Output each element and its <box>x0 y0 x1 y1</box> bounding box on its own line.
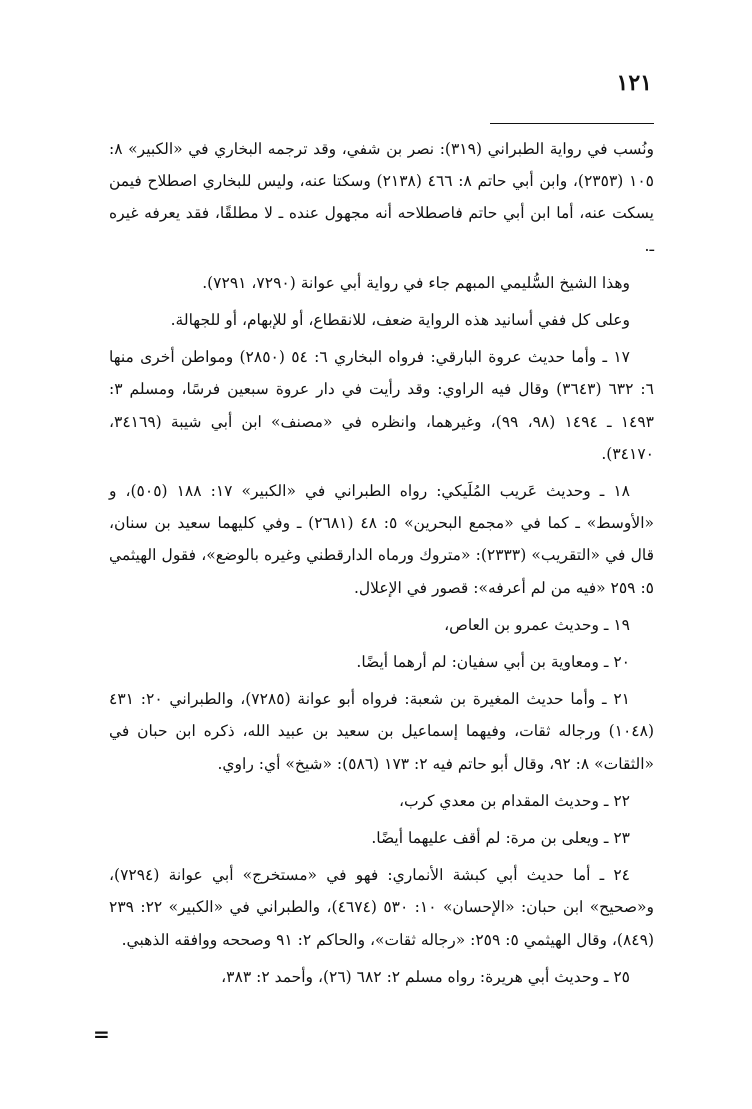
paragraph: ٢٠ ـ ومعاوية بن أبي سفيان: لم أرهما أيضًا. <box>356 653 630 672</box>
paragraph: ٢٥ ـ وحديث أبي هريرة: رواه مسلم ٢: ٦٨٢ (٢٦)، وأحمد ٢: ٣٨٣، <box>221 967 630 986</box>
page-body <box>109 133 654 998</box>
paragraph: ٢١ ـ وأما حديث المغيرة بن شعبة: فرواه أبو عوانة (٧٢٨٥)، والطبراني ٢٠: ٤٣١ (١٠٤٨) ورجاله ثقات، وفيهما إسماعيل بن سعيد بن عبيد الله، ذكره ابن حبان في «الثقات» ٨: ٩٢، وقال أبو حاتم فيه ٢: ١٧٣ (٥٨٦): «شيخ» أي: راوي. <box>109 690 654 773</box>
paragraph: ٢٢ ـ وحديث المقدام بن معدي كرب، <box>398 791 630 810</box>
paragraph: ١٧ ـ وأما حديث عروة البارقي: فرواه البخاري ٦: ٥٤ (٢٨٥٠) ومواطن أخرى منها ٦: ٦٣٢ (٣٦٤٣) وقال فيه الراوي: وقد رأيت في دار عروة سبعين فرسًا، ومسلم ٣: ١٤٩٣ ـ ١٤٩٤ (٩٨، ٩٩)، وغيرهما، وانظره في «مصنف» ابن أبي شيبة (٣٤١٦٩، ٣٤١٧٠). <box>109 348 654 463</box>
paragraph: وهذا الشيخ السُّليمي المبهم جاء في رواية أبي عوانة (٧٢٩٠، ٧٢٩١). <box>202 273 630 292</box>
footnote-divider <box>490 123 654 124</box>
paragraph: ١٨ ـ وحديث عَريب المُلَيكي: رواه الطبراني في «الكبير» ١٧: ١٨٨ (٥٠٥)، و «الأوسط» ـ كما في «مجمع البحرين» ٥: ٤٨ (٢٦٨١) ـ وفي كليهما سعيد بن سنان، قال في «التقريب» (٢٣٣٣): «متروك ورماه الدارقطني وغيره بالوضع»، فقول الهيثمي ٥: ٢٥٩ «فيه من لم أعرفه»: قصور في الإعلال. <box>109 482 655 597</box>
paragraph: وعلى كل ففي أسانيد هذه الرواية ضعف، للانقطاع، أو للإبهام، أو للجهالة. <box>170 311 630 330</box>
paragraph: ونُسب في رواية الطبراني (٣١٩): نصر بن شفي، وقد ترجمه البخاري في «الكبير» ٨: ١٠٥ (٢٣٥٣)، وابن أبي حاتم ٨: ٤٦٦ (٢١٣٨) وسكتا عنه، وليس للبخاري اصطلاح فيمن يسكت عنه، أما ابن أبي حاتم فاصطلاحه أنه مجهول عنده ـ لا مطلقًا، فقد يعرفه غيره ـ. <box>109 140 655 255</box>
paragraph: ٢٣ ـ ويعلى بن مرة: لم أقف عليهما أيضًا. <box>371 829 630 848</box>
paragraph: ١٩ ـ وحديث عمرو بن العاص، <box>444 615 630 634</box>
page-number: ١٢١ <box>616 70 652 96</box>
continuation-mark: = <box>93 1022 110 1046</box>
paragraph: ٢٤ ـ أما حديث أبي كبشة الأنماري: فهو في «مستخرج» أبي عوانة (٧٢٩٤)، و«صحيح» ابن حبان: «الإحسان» ١٠: ٥٣٠ (٤٦٧٤)، والطبراني في «الكبير» ٢٢: ٢٣٩ (٨٤٩)، وقال الهيثمي ٥: ٢٥٩: «رجاله ثقات»، والحاكم ٢: ٩١ وصححه ووافقه الذهبي. <box>109 866 655 949</box>
